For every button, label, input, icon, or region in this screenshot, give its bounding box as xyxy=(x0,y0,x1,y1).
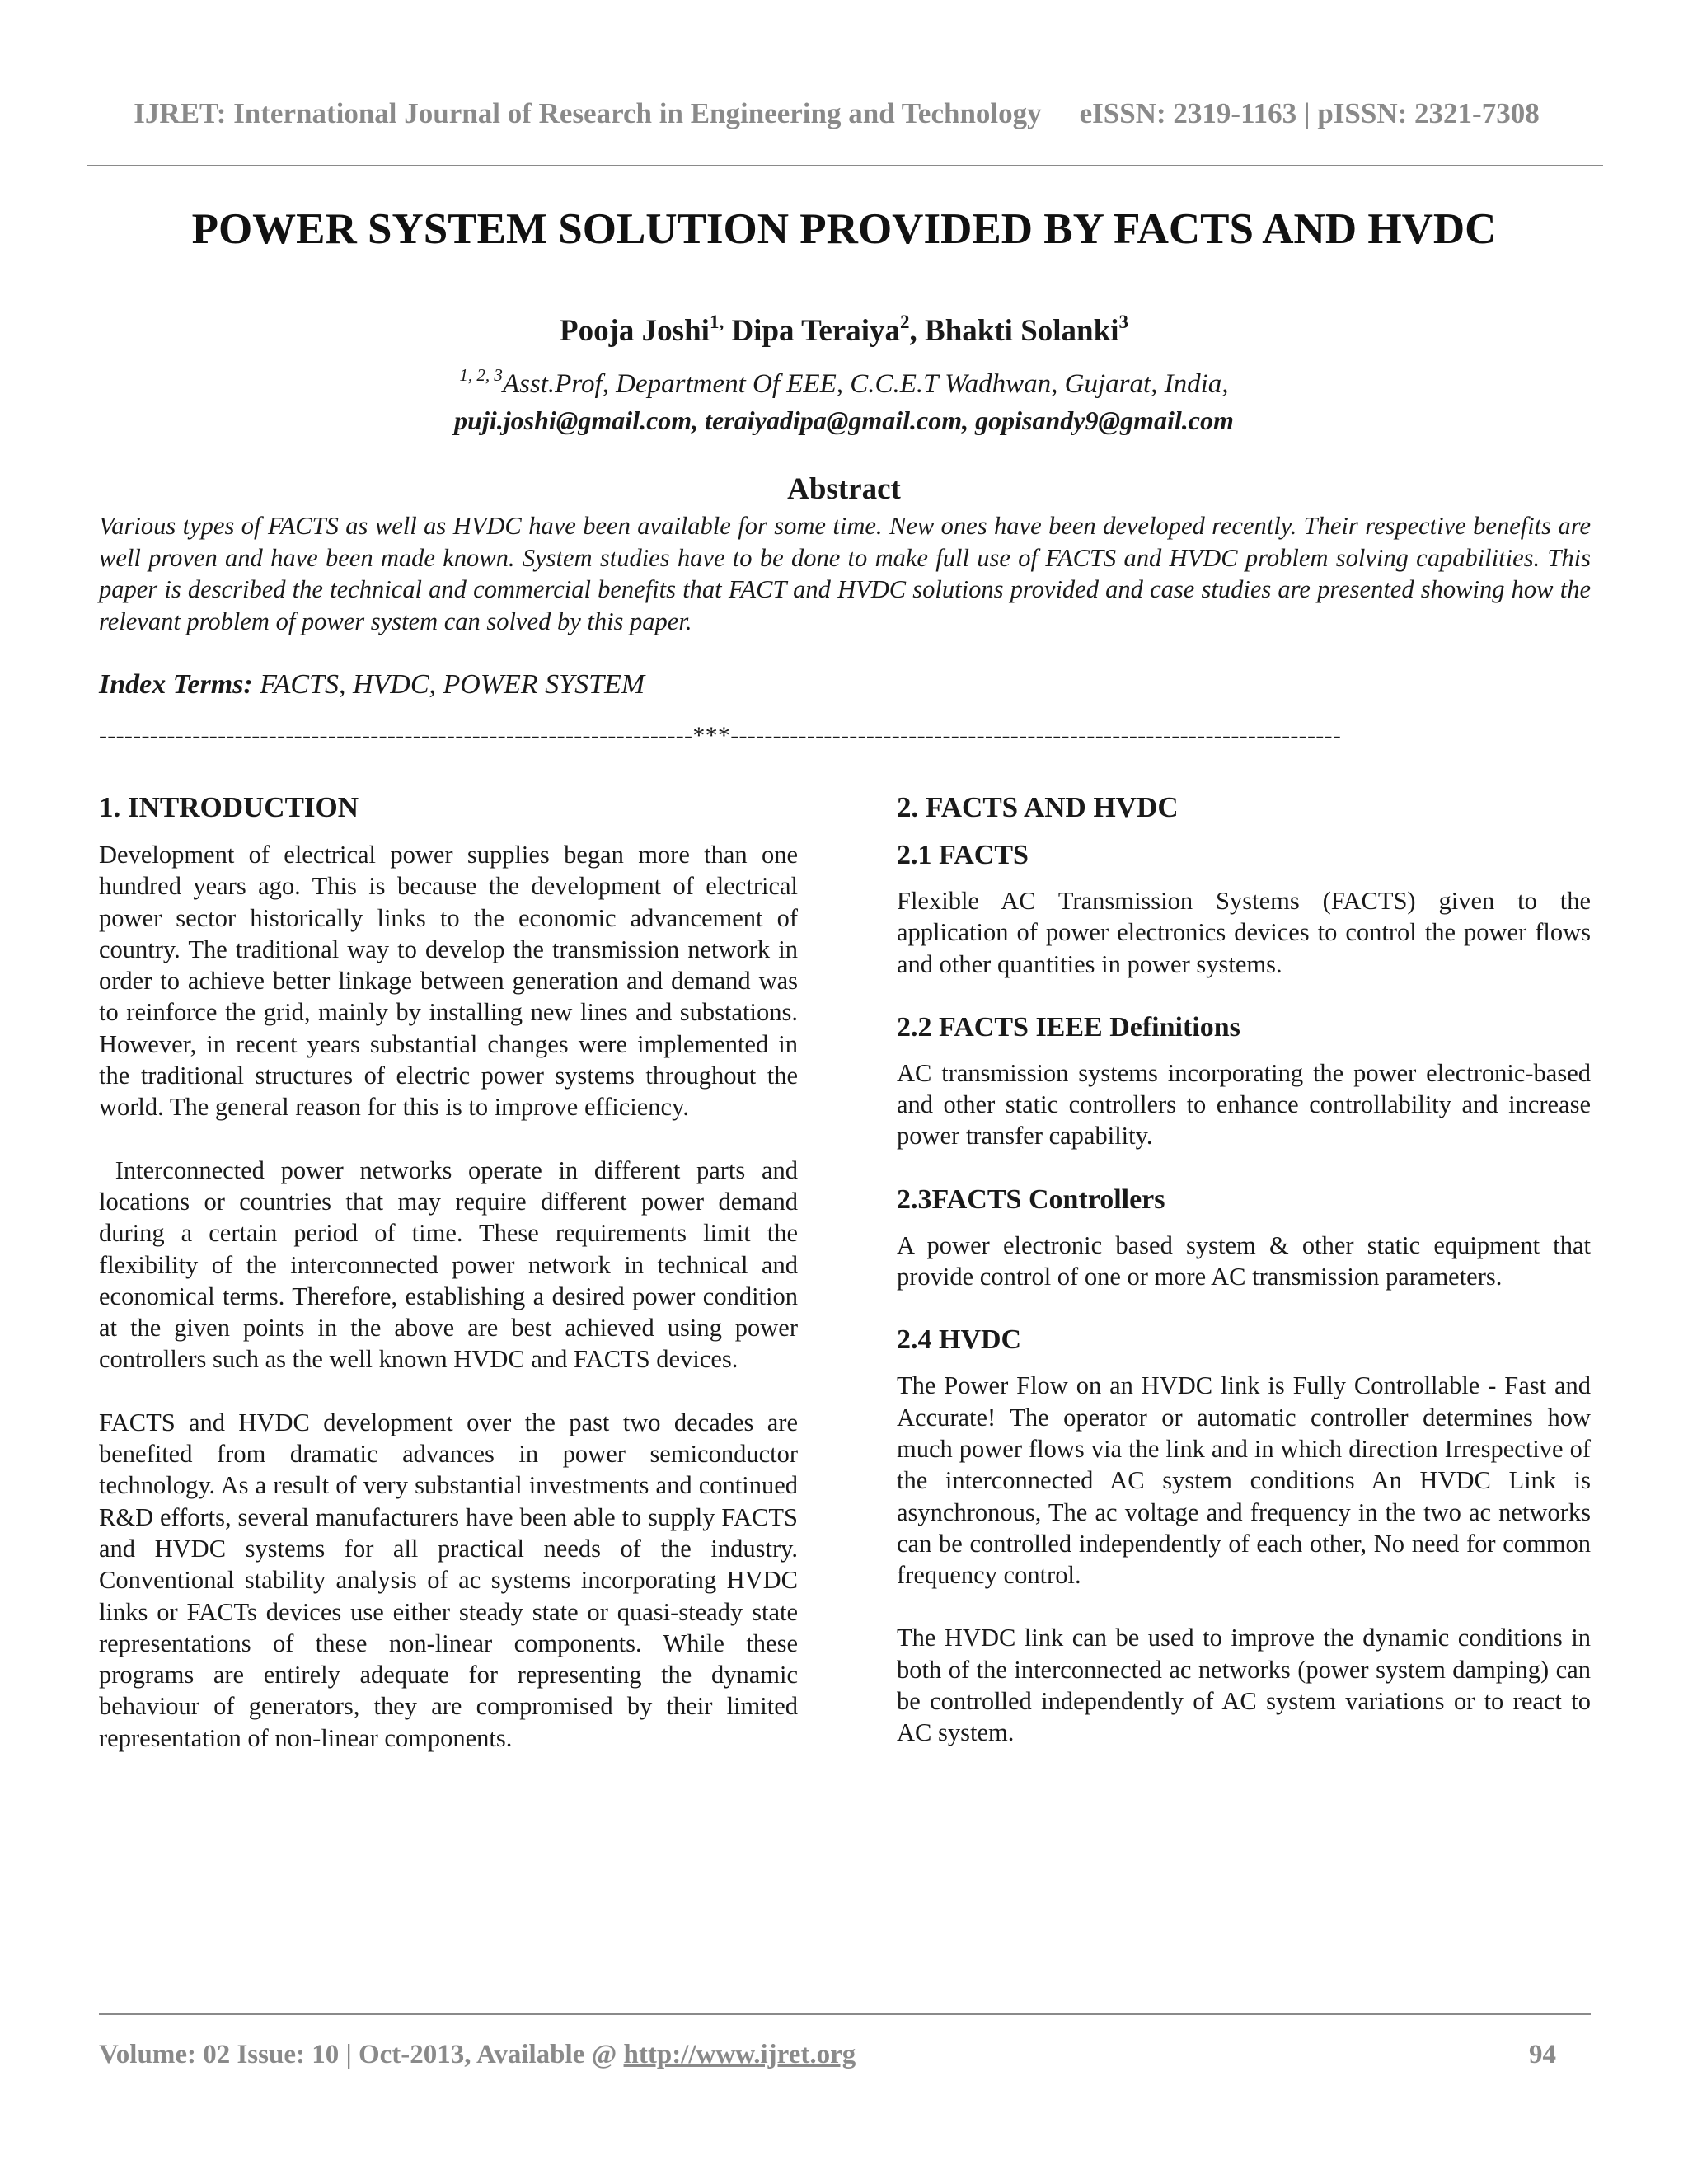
hvdc-paragraph-1: The Power Flow on an HVDC link is Fully Controllable - Fast and Accurate! The operator or automatic controller determines how much power flows via the link and in which direction Irrespective of the interconnected AC system conditions An HVDC Link is asynchronous, The ac voltage and frequency in the two ac networks can be controlled independently of each other, No need for common frequency control. xyxy=(897,1371,1591,1590)
author-affil-mark: 2 xyxy=(900,312,910,332)
author-name: , Bhakti Solanki xyxy=(909,314,1119,348)
subsection-heading-facts-controllers: 2.3FACTS Controllers xyxy=(897,1183,1165,1215)
affiliation-text: Asst.Prof, Department Of EEE, C.C.E.T Wadhwan, Gujarat, India, xyxy=(502,369,1229,399)
journal-url-link[interactable]: http://www.ijret.org xyxy=(623,2040,856,2069)
section-heading-introduction: 1. INTRODUCTION xyxy=(99,791,359,823)
affiliation-mark: 1, 2, 3 xyxy=(459,365,503,385)
intro-paragraph-3: FACTS and HVDC development over the past two decades are benefited from dramatic advances in power semiconductor technology. As a result of very substantial investments and continued R&D efforts, several manufacturers have been able to supply FACTS and HVDC systems for all practical needs of the industry. Conventional stability analysis of ac systems incorporating HVDC links or FACTs devices use either steady state or quasi-steady state representations of these non-linear components. While these programs are entirely adequate for representing the dynamic behaviour of generators, they are compromised by their limited representation of non-linear components. xyxy=(99,1408,798,1752)
author-list xyxy=(0,313,1688,349)
intro-paragraph-2: Interconnected power networks operate in different parts and locations or countries that may require different power demand during a certain period of time. These requirements limit the flexibility of the interconnected power network in technical and economical terms. Therefore, establishing a desired power condition at the given points in the above are best achieved using power controllers such as the well known HVDC and FACTS devices. xyxy=(99,1155,804,1374)
journal-name: IJRET: International Journal of Research in Engineering and Technology xyxy=(134,97,1042,129)
running-header xyxy=(87,97,1587,130)
section-separator: ----------------------------------------------------------------------***------------------------------------------------------------------------ xyxy=(99,722,1342,749)
author-affil-mark: 3 xyxy=(1118,312,1128,332)
section-heading-facts-hvdc: 2. FACTS AND HVDC xyxy=(897,791,1179,823)
footer-volume-info xyxy=(99,2040,856,2070)
author-name: Pooja Joshi xyxy=(560,314,710,348)
footer-divider xyxy=(99,2013,1591,2015)
hvdc-paragraph-2: The HVDC link can be used to improve the dynamic conditions in both of the interconnected ac networks (power system damping) can be controlled independently of AC system variations or to react to AC system. xyxy=(897,1624,1591,1747)
subsection-heading-hvdc: 2.4 HVDC xyxy=(897,1324,1022,1356)
affiliation xyxy=(0,365,1688,400)
index-terms xyxy=(99,669,1591,701)
index-terms-text: FACTS, HVDC, POWER SYSTEM xyxy=(252,669,645,700)
author-name: Dipa Teraiya xyxy=(724,314,901,348)
facts-controllers-paragraph: A power electronic based system & other static equipment that provide control of one or more AC transmission parameters. xyxy=(897,1230,1591,1291)
footer-volume-text: Volume: 02 Issue: 10 | Oct-2013, Available @ xyxy=(99,2040,624,2069)
subsection-heading-ieee-definitions: 2.2 FACTS IEEE Definitions xyxy=(897,1011,1240,1043)
author-emails: puji.joshi@gmail.com, teraiyadipa@gmail.com, gopisandy9@gmail.com xyxy=(454,405,1234,435)
intro-paragraph-1: Development of electrical power supplies began more than one hundred years ago. This is because the development of electrical power sector historically links to the economic advancement of country. The traditional way to develop the transmission network in order to achieve better linkage between generation and demand was to reinforce the grid, mainly by installing new lines and substations. However, in recent years substantial changes were implemented in the traditional structures of electric power systems throughout the world. The general reason for this is to improve efficiency. xyxy=(99,841,798,1122)
left-column xyxy=(99,791,804,1754)
header-divider xyxy=(87,165,1603,166)
facts-paragraph: Flexible AC Transmission Systems (FACTS) given to the application of power electronics devices to control the power flows and other quantities in power systems. xyxy=(897,887,1591,978)
subsection-heading-facts: 2.1 FACTS xyxy=(897,840,1029,870)
issn-info: eISSN: 2319-1163 | pISSN: 2321-7308 xyxy=(1079,97,1540,129)
index-terms-label: Index Terms: xyxy=(99,669,253,700)
paper-title: POWER SYSTEM SOLUTION PROVIDED BY FACTS AND HVDC xyxy=(191,205,1497,253)
author-affil-mark: 1, xyxy=(709,312,724,332)
abstract-text: Various types of FACTS as well as HVDC have been available for some time. New ones have been developed recently. Their respective benefits are well proven and have been made known. System studies have to be done to make full use of FACTS and HVDC problem solving capabilities. This paper is described the technical and commercial benefits that FACT and HVDC solutions provided and case studies are presented showing how the relevant problem of power system can solved by this paper. xyxy=(99,512,1591,635)
page-number: 94 xyxy=(1529,2040,1556,2069)
abstract-heading: Abstract xyxy=(787,472,901,506)
ieee-definitions-paragraph: AC transmission systems incorporating the power electronic-based and other static controllers to enhance controllability and increase power transfer capability. xyxy=(897,1058,1591,1151)
right-column xyxy=(897,791,1591,1749)
